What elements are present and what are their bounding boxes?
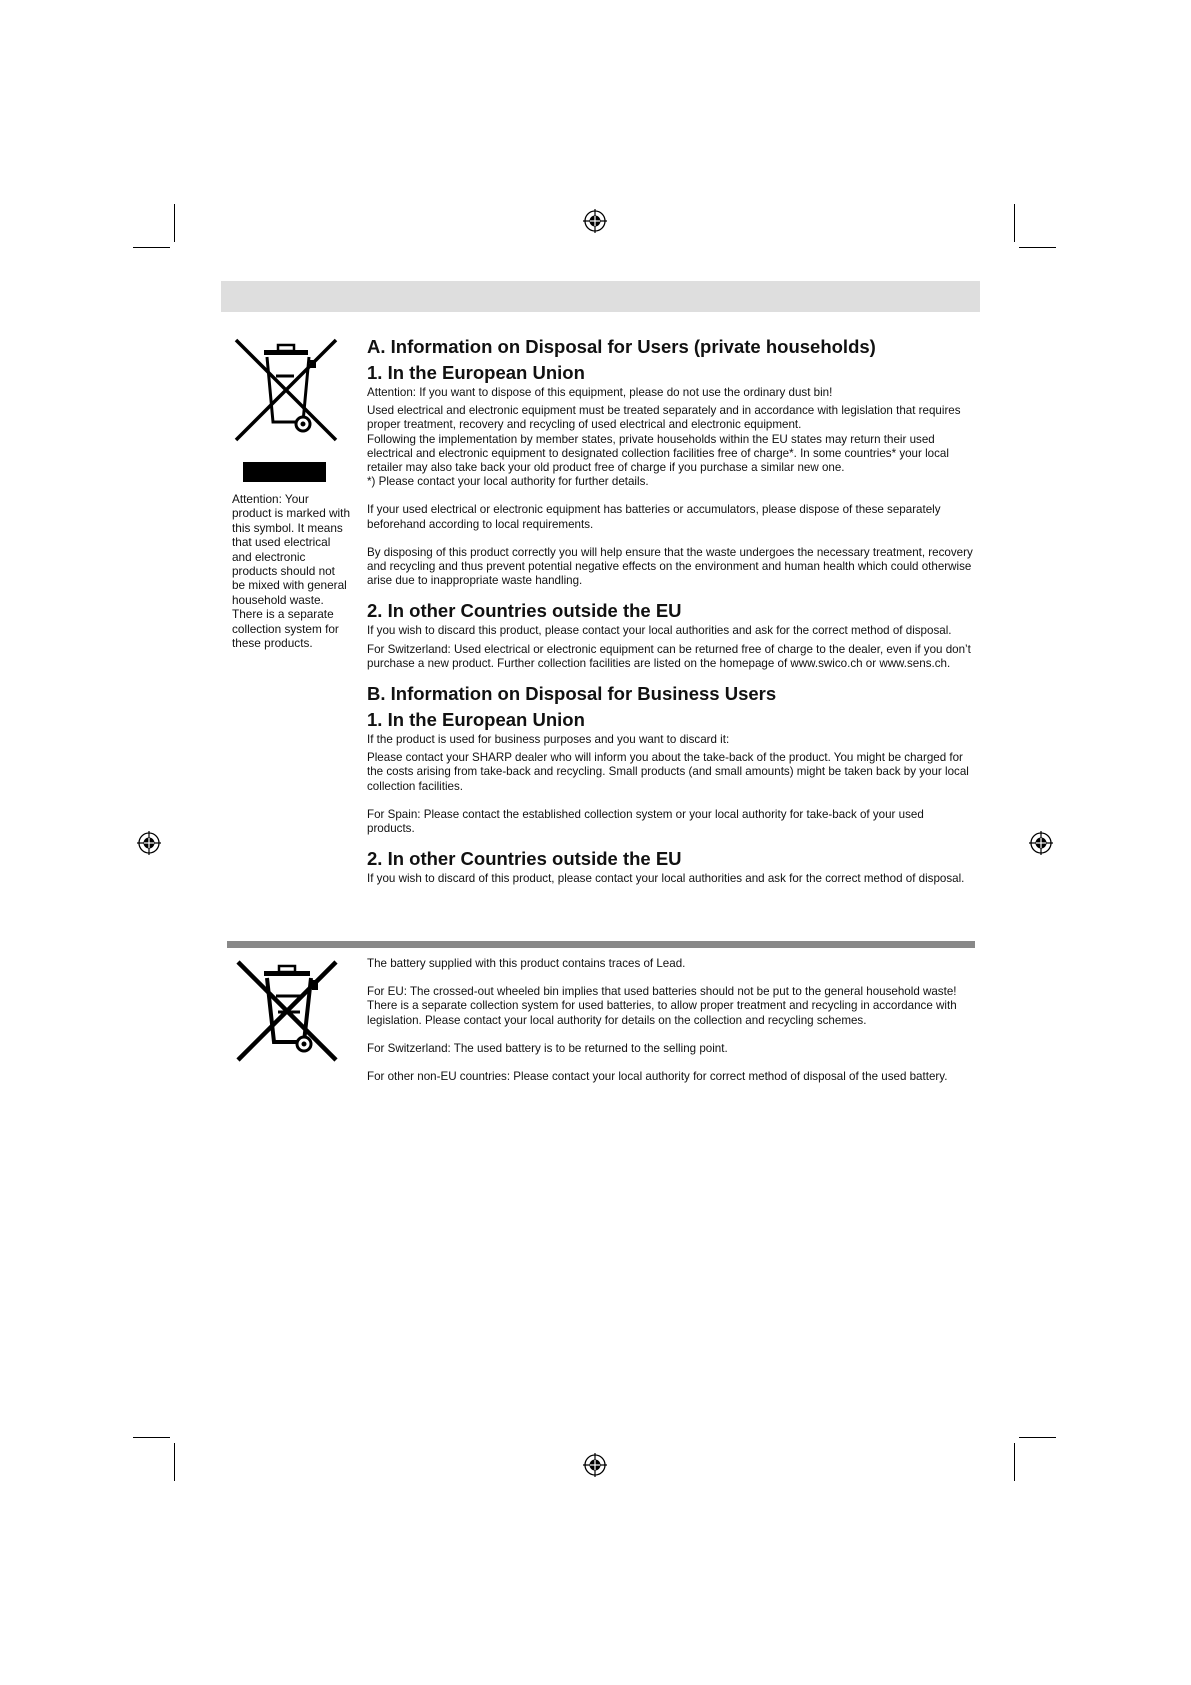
black-bar-marker [243,462,326,482]
section-b-other-heading: 2. In other Countries outside the EU [367,848,682,870]
battery-info [367,957,973,1084]
crop-mark-bottom-right-h [1019,1437,1056,1438]
section-b-eu-p1: If the product is used for business purposes and you want to discard it: [367,733,730,747]
section-a-title: A. Information on Disposal for Users (private households) [367,336,876,357]
crop-mark-top-left-h [133,247,170,248]
main-content [367,336,973,886]
registration-mark-icon [136,830,162,856]
section-a-eu-p4: *) Please contact your local authority for further details. [367,475,649,489]
sidebar-note: Attention: Your product is marked with this symbol. It means that used electrical and electronic products should not be mixed with general household waste. There is a separate collection system for these products. [232,492,351,651]
header-band [221,281,980,312]
battery-p3: For Switzerland: The used battery is to be returned to the selling point. [367,1041,728,1055]
section-b-eu-p3: For Spain: Please contact the established collection system or your local authority for take-back of your used products. [367,807,924,836]
crop-mark-bottom-left-h [133,1437,170,1438]
crop-mark-bottom-left-v [174,1443,175,1481]
section-a-eu-p5: If your used electrical or electronic equipment has batteries or accumulators, please dispose of these separately beforehand according to local requirements. [367,503,941,531]
section-b-eu-heading: 1. In the European Union [367,709,585,731]
section-a-eu-p6: By disposing of this product correctly you will help ensure that the waste undergoes the necessary treatment, recovery and recycling and thus prevent potential negative effects on the environment and human health which could otherwise arise due to inappropriate waste handling. [367,545,973,588]
crop-mark-top-right-h [1019,247,1056,248]
registration-mark-icon [582,208,608,234]
section-a-other-p2: For Switzerland: Used electrical or electronic equipment can be returned free of charge to the dealer, even if you don’t purchase a new product. Further collection facilities are listed on the homepage of www.swico.ch or www.sens.ch. [367,642,971,670]
battery-p1: The battery supplied with this product contains traces of Lead. [367,957,686,970]
registration-mark-icon [582,1452,608,1478]
section-divider [227,941,975,948]
section-b-title: B. Information on Disposal for Business Users [367,683,777,705]
crossed-out-battery-bin-icon [234,958,340,1064]
section-a-other-p1: If you wish to discard this product, please contact your local authorities and ask for the correct method of disposal. [367,624,952,638]
section-a-eu-p2: Used electrical and electronic equipment must be treated separately and in accordance with legislation that requires proper treatment, recovery and recycling of used electrical and electronic equipment. [367,404,961,432]
section-a-eu-p3: Following the implementation by member states, private households within the EU states may return their used electrical and electronic equipment to designated collection facilities free of charge*. In some countries* your local retailer may also take back your old product free of charge if you purchase a similar new one. [367,432,949,475]
battery-p2: For EU: The crossed-out wheeled bin implies that used batteries should not be put to the general household waste! There is a separate collection system for used batteries, to allow proper treatment and recycling in accordance with legislation. Please contact your local authority for details on the collection and recycling schemes. [367,985,957,1027]
crop-mark-bottom-right-v [1014,1443,1015,1481]
section-b-other-p1: If you wish to discard of this product, please contact your local authorities and ask for the correct method of disposal. [367,872,965,886]
crossed-out-wheeled-bin-icon [232,336,340,444]
battery-p4: For other non-EU countries: Please contact your local authority for correct method of disposal of the used battery. [367,1070,948,1084]
crop-mark-top-left-v [174,204,175,242]
section-a-eu-heading: 1. In the European Union [367,362,585,383]
section-b-eu-p2: Please contact your SHARP dealer who will inform you about the take-back of the product. You might be charged for the costs arising from take-back and recycling. Small products (and small amounts) might be taken back by your local collection facilities. [367,751,969,793]
registration-mark-icon [1028,830,1054,856]
section-a-other-heading: 2. In other Countries outside the EU [367,600,682,622]
section-a-eu-p1: Attention: If you want to dispose of this equipment, please do not use the ordinary dust bin! [367,386,833,399]
crop-mark-top-right-v [1014,204,1015,242]
